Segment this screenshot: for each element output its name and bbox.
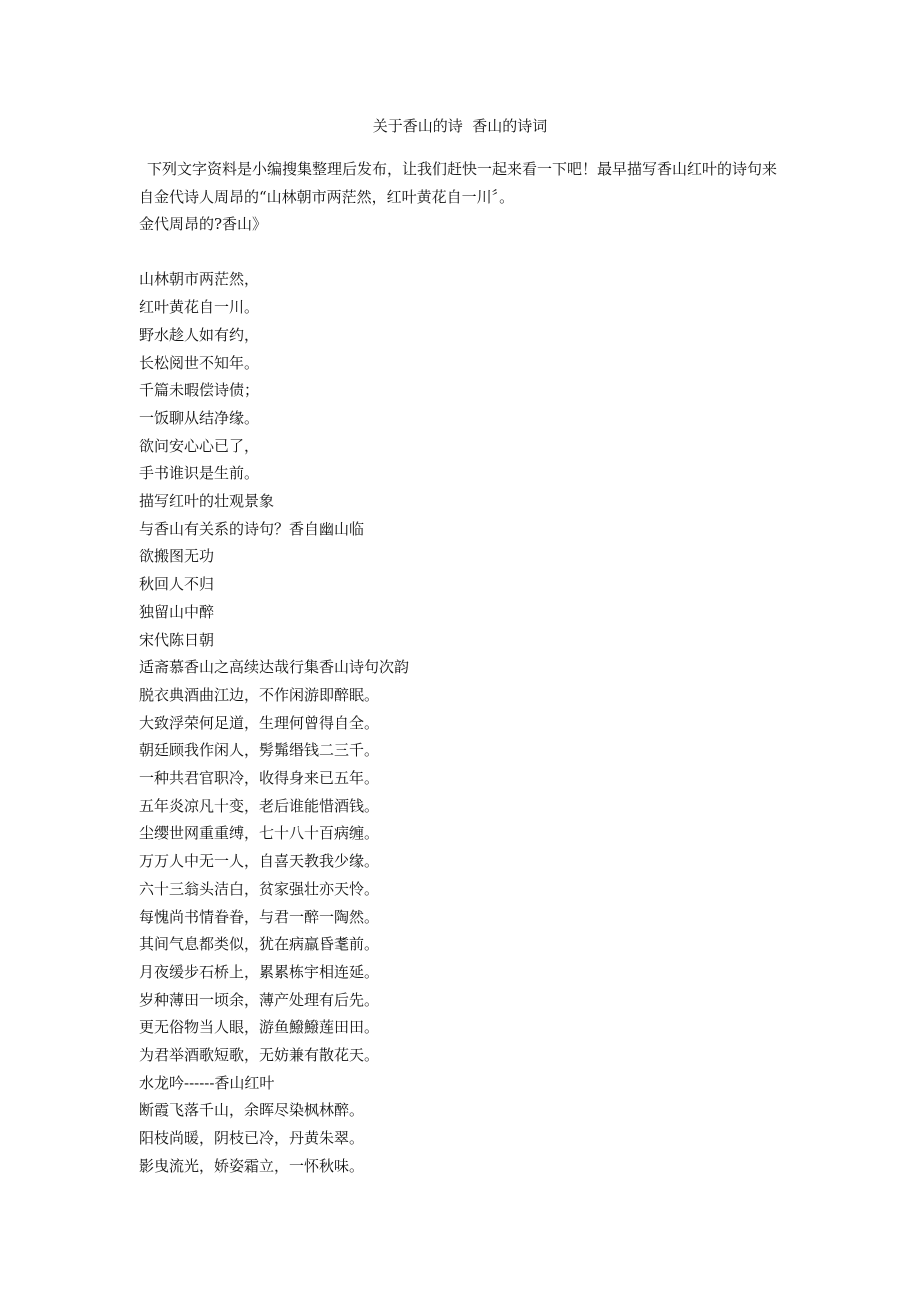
text-line: 更无俗物当人眼，游鱼鱍鱍莲田田。: [139, 1018, 380, 1037]
text-line: 大致浮荣何足道，生理何曾得自全。: [139, 713, 380, 732]
text-line: 万万人中无一人，自喜天教我少缘。: [139, 852, 380, 871]
text-line: 长松阅世不知年。: [139, 353, 260, 372]
text-line: 手书谁识是生前。: [139, 464, 260, 483]
text-line: 欲问安心心已了，: [139, 436, 260, 455]
text-line: 千篇未暇偿诗债；: [139, 381, 260, 400]
text-line: 红叶黄花自一川。: [139, 298, 260, 317]
text-line: 影曳流光，娇姿霜立，一怀秋味。: [139, 1156, 365, 1175]
text-line: 野水趁人如有约，: [139, 325, 260, 344]
text-line: 岁种薄田一顷余，薄产处理有后先。: [139, 990, 380, 1009]
text-line: 月夜缓步石桥上，累累栋宇相连延。: [139, 962, 380, 981]
poem-lines: [139, 266, 789, 1180]
text-line: 欲搬图无功: [139, 547, 215, 566]
text-line: 阳枝尚暖，阴枝已冷，丹黄朱翠。: [139, 1129, 365, 1148]
text-line: 宋代陈日朝: [139, 630, 215, 649]
text-line: 脱衣典酒曲江边，不作闲游即醉眠。: [139, 685, 380, 704]
text-line: 水龙吟------香山红叶: [139, 1073, 275, 1092]
text-line: 独留山中醉: [139, 602, 215, 621]
text-line: 每愧尚书情眷眷，与君一醉一陶然。: [139, 907, 380, 926]
text-line: 六十三翁头洁白，贫家强壮亦天怜。: [139, 879, 380, 898]
text-line: 五年炎凉凡十变，老后谁能惜酒钱。: [139, 796, 380, 815]
text-line: 朝廷顾我作闲人，髣髴缗钱二三千。: [139, 741, 380, 760]
text-line: 其间气息都类似，犹在病羸昏耄前。: [139, 935, 380, 954]
text-line: 与香山有关系的诗句？香自幽山临: [139, 519, 365, 538]
text-line: 适斋慕香山之高续达哉行集香山诗句次韵: [139, 658, 410, 677]
text-line: 断霞飞落千山，余晖尽染枫林醉。: [139, 1101, 365, 1120]
document-title: 关于香山的诗 香山的诗词: [372, 117, 548, 135]
text-line: 一饭聊从结净缘。: [139, 408, 260, 427]
text-line: 秋回人不归: [139, 575, 215, 594]
blank-line: [139, 239, 789, 267]
text-line: 为君举酒歌短歌，无妨兼有散花天。: [139, 1046, 380, 1065]
text-line: 尘缨世网重重缚，七十八十百病缠。: [139, 824, 380, 843]
text-line: 一种共君官职冷，收得身来已五年。: [139, 769, 380, 788]
intro-paragraph: 下列文字资料是小编搜集整理后发布，让我们赶快一起来看一下吧！最早描写香山红叶的诗句来自金代诗人周昂的“山林朝市两茫然，红叶黄花自一川〞。: [139, 160, 778, 206]
poem-source-line: 金代周昂的?香山》: [139, 215, 268, 233]
text-line: 描写红叶的壮观景象: [139, 492, 275, 511]
document-body: [139, 155, 789, 1181]
text-line: 山林朝市两茫然，: [139, 270, 260, 289]
